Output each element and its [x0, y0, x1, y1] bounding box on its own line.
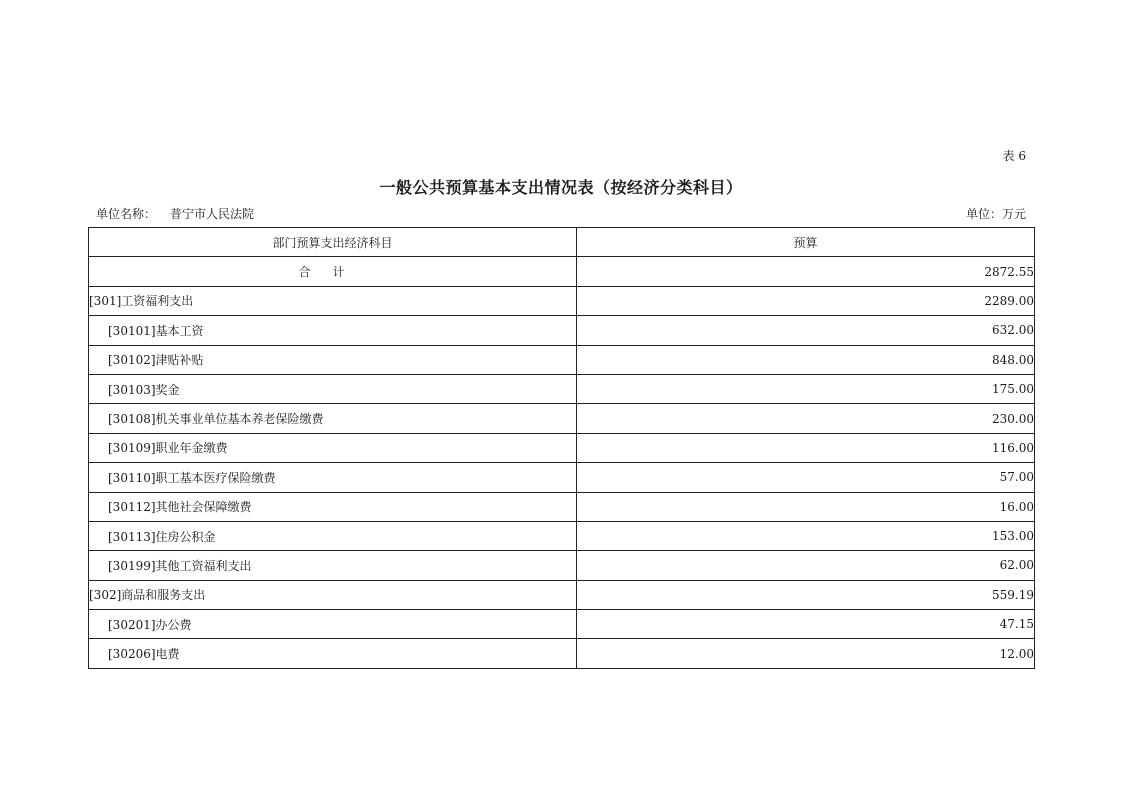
table-row: [89, 345, 1035, 374]
table-row: [89, 404, 1035, 433]
total-label: 合计: [89, 257, 577, 286]
table-row: [89, 316, 1035, 345]
table-row: [89, 286, 1035, 315]
row-item: [30110]职工基本医疗保险缴费: [89, 463, 577, 492]
row-amount: 2289.00: [577, 286, 1035, 315]
unit-name-value: 普宁市人民法院: [170, 207, 255, 221]
table-row: [89, 639, 1035, 668]
unit-name-line: [96, 205, 254, 222]
row-amount: 62.00: [577, 551, 1035, 580]
row-amount: 47.15: [577, 610, 1035, 639]
row-item: [30102]津贴补贴: [89, 345, 577, 374]
header-budget: 预算: [577, 228, 1035, 257]
table-row: [89, 463, 1035, 492]
total-row: [89, 257, 1035, 286]
row-amount: 848.00: [577, 345, 1035, 374]
table-number: 表 6: [1002, 149, 1026, 163]
row-item: [30108]机关事业单位基本养老保险缴费: [89, 404, 577, 433]
row-amount: 116.00: [577, 433, 1035, 462]
row-amount: 153.00: [577, 521, 1035, 550]
currency-unit: 单位：万元: [965, 207, 1026, 221]
table-row: [89, 610, 1035, 639]
page-title: 一般公共预算基本支出情况表（按经济分类科目）: [379, 178, 743, 197]
row-amount: 632.00: [577, 316, 1035, 345]
budget-table: [88, 227, 1035, 669]
table-row: [89, 521, 1035, 550]
row-item: [30206]电费: [89, 639, 577, 668]
row-item: [30101]基本工资: [89, 316, 577, 345]
row-item: [30112]其他社会保障缴费: [89, 492, 577, 521]
table-row: [89, 374, 1035, 403]
table-row: [89, 492, 1035, 521]
row-item: [30103]奖金: [89, 374, 577, 403]
header-economic-item: 部门预算支出经济科目: [89, 228, 577, 257]
row-item: [30113]住房公积金: [89, 521, 577, 550]
row-item: [302]商品和服务支出: [89, 580, 577, 609]
table-row: [89, 433, 1035, 462]
row-amount: 175.00: [577, 374, 1035, 403]
row-item: [30199]其他工资福利支出: [89, 551, 577, 580]
row-amount: 230.00: [577, 404, 1035, 433]
unit-name-label: 单位名称：: [96, 207, 157, 221]
total-amount: 2872.55: [577, 257, 1035, 286]
row-item: [30201]办公费: [89, 610, 577, 639]
table-row: [89, 580, 1035, 609]
table-row: [89, 551, 1035, 580]
row-amount: 559.19: [577, 580, 1035, 609]
row-amount: 16.00: [577, 492, 1035, 521]
row-item: [30109]职业年金缴费: [89, 433, 577, 462]
table-header-row: [89, 228, 1035, 257]
row-amount: 57.00: [577, 463, 1035, 492]
row-amount: 12.00: [577, 639, 1035, 668]
row-item: [301]工资福利支出: [89, 286, 577, 315]
